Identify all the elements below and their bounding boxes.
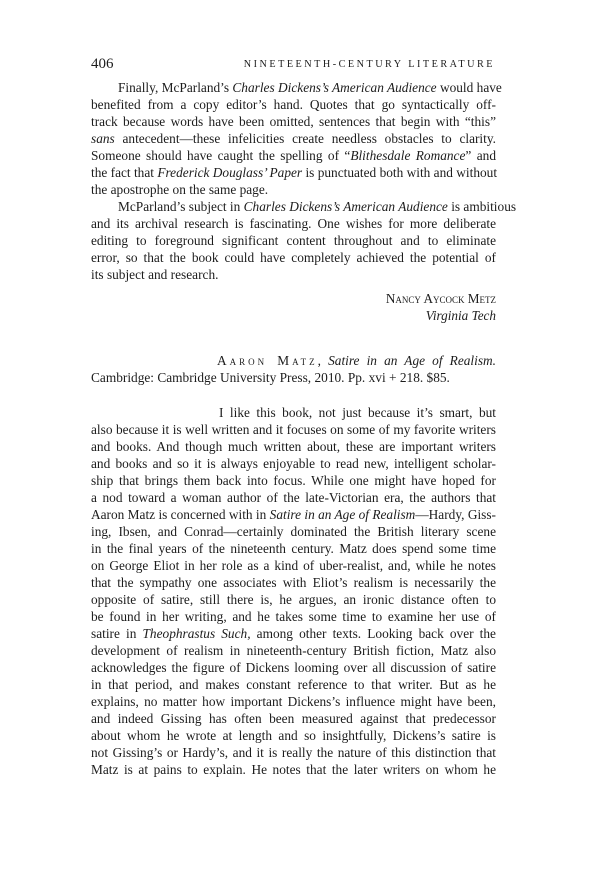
book-title: Satire in an Age of Realism.	[328, 353, 496, 368]
paragraph-line: sans antecedent—these infelicities create needless obstacles to clarity.	[91, 131, 496, 146]
paragraph-line: that the sympathy one associates with Eliot’s realism is necessarily the	[91, 575, 496, 590]
paragraph-line: explains, no matter how important Dickens’s influence might have been,	[91, 694, 496, 709]
page-number: 406	[91, 56, 114, 72]
review-two-body	[91, 404, 496, 778]
paragraph-line: be found in her writing, and he takes some time to examine her use of	[91, 609, 496, 624]
paragraph-line: ing, Ibsen, and Conrad—certainly dominated the British literary scene	[91, 524, 496, 539]
reviewer-affiliation: Virginia Tech	[425, 308, 496, 323]
paragraph-line: acknowledges the figure of Dickens looming over all discussion of satire	[91, 660, 496, 675]
paragraph-line: opposite of satire, still there is, he argues, an ironic distance often to	[91, 592, 496, 607]
paragraph-line: I like this book, not just because it’s smart, but	[219, 405, 496, 420]
paragraph-line: its subject and research.	[91, 267, 219, 282]
paragraph-line: track because words have been omitted, sentences that begin with “this”	[91, 114, 496, 129]
paragraph-line: the fact that Frederick Douglass’ Paper is punctuated both with and without	[91, 165, 498, 180]
paragraph-line: a nod toward a woman author of the late-Victorian era, the authors that	[91, 490, 496, 505]
paragraph-line: and books and so it is always enjoyable to read new, intelligent scholar-	[91, 456, 496, 471]
paragraph-line: Someone should have caught the spelling of “Blithesdale Romance” and	[91, 148, 496, 163]
reviewer-signature	[256, 290, 496, 324]
paragraph-line: in the final years of the nineteenth century. Matz does spend some time	[91, 541, 496, 556]
paragraph-line: error, so that the book could have completely achieved the potential of	[91, 250, 496, 265]
paragraph-line: and books. And though much written about, these are important writers	[91, 439, 496, 454]
page-header	[91, 54, 495, 74]
paragraph-line: in that period, and makes constant reference to that writer. But as he	[91, 677, 496, 692]
review-two-heading	[91, 352, 496, 386]
paragraph-line: satire in Theophrastus Such, among other texts. Looking back over the	[91, 626, 496, 641]
paragraph-line: ship that brings them back into focus. While one might have hoped for	[91, 473, 496, 488]
paragraph-line: Aaron Matz is concerned with in Satire in an Age of Realism—Hardy, Giss-	[91, 507, 497, 522]
running-head: NINETEENTH-CENTURY LITERATURE	[243, 59, 495, 70]
paragraph-line: not Gissing’s or Hardy’s, and it is really the nature of this distinction that	[91, 745, 496, 760]
paragraph-line: Matz is at pains to explain. He notes that the later writers on whom he	[91, 762, 496, 777]
paragraph-line: on George Eliot in her role as a kind of uber-realist, and, while he notes	[91, 558, 496, 573]
paragraph-line: and its archival research is fascinating. One wishes for more deliberate	[91, 216, 496, 231]
paragraph-line: Finally, McParland’s Charles Dickens’s American Audience would have	[118, 80, 502, 95]
paragraph-line: the apostrophe on the same page.	[91, 182, 269, 197]
paragraph-line: and indeed Gissing has often been measured against that predecessor	[91, 711, 496, 726]
paragraph-line: benefited from a copy editor’s hand. Quotes that go syntactically off-	[91, 97, 496, 112]
reviewer-name: Nancy Aycock Metz	[385, 291, 496, 306]
review-one-ending	[91, 79, 517, 283]
paragraph-line: also because it is well written and it focuses on some of my favorite writers	[91, 422, 496, 437]
book-author: Aaron Matz	[217, 353, 318, 368]
paragraph-line: development of realism in nineteenth-century British fiction, Matz also	[91, 643, 496, 658]
book-citation-line: Aaron Matz, Satire in an Age of Realism.	[217, 353, 496, 368]
paragraph-line: about whom he wrote at length and so insightfully, Dickens’s satire is	[91, 728, 496, 743]
publication-details: Cambridge: Cambridge University Press, 2010. Pp. xvi + 218. $85.	[91, 370, 450, 385]
paragraph-line: McParland’s subject in Charles Dickens’s American Audience is ambitious	[118, 199, 517, 214]
paragraph-line: editing to foreground significant content throughout and to eliminate	[91, 233, 496, 248]
